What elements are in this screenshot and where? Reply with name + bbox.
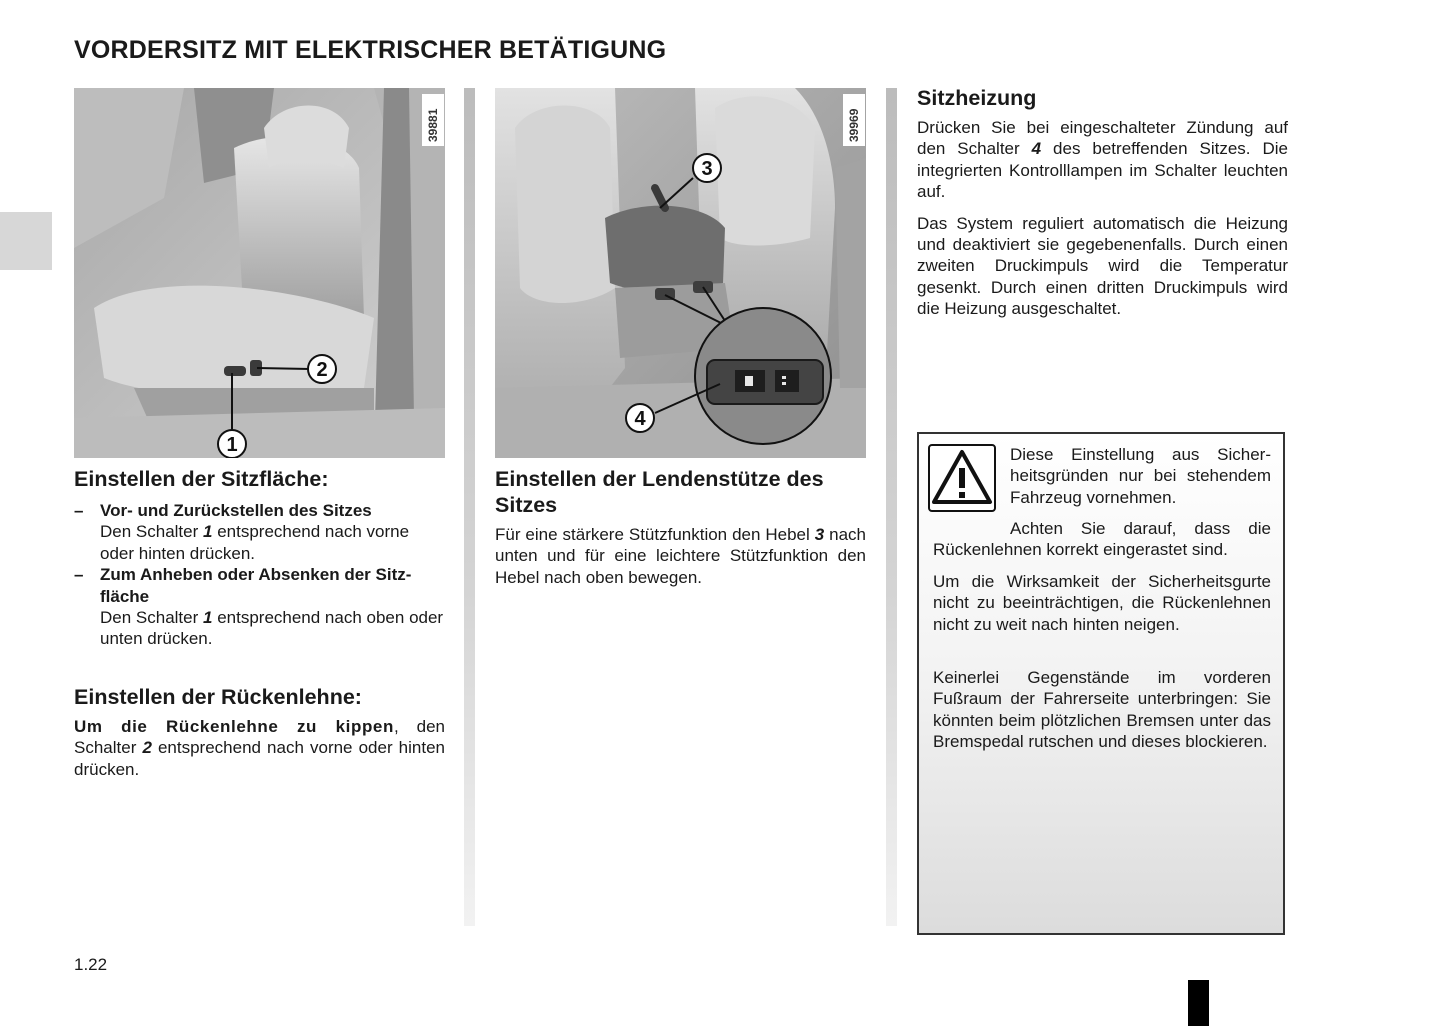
lumbar-text <box>495 524 866 588</box>
backrest-text-part: , den Schalter <box>74 716 445 758</box>
column-divider <box>886 88 897 926</box>
list-item-text: Den Schalter <box>100 522 203 542</box>
lumbar-text-part: Für eine stärkere Stützfunktion den Hebel <box>495 525 815 544</box>
list-item-title: Vor- und Zurückstellen des Sitzes <box>100 501 372 520</box>
list-item-title: Zum Anheben oder Absenken der Sitzfläche <box>100 565 412 606</box>
console-illustration <box>495 88 866 458</box>
edge-marker <box>1188 980 1209 1026</box>
column-middle <box>495 466 866 588</box>
figure-code: 39969 <box>847 108 861 142</box>
ref-number: 2 <box>142 738 152 758</box>
ref-number: 1 <box>203 522 213 542</box>
figure-code: 39881 <box>426 108 440 142</box>
warning-paragraph-4: Keinerlei Gegenstände im vorderen Fußraum der Fahrerseite unterbringen: Sie könnten beim plötzlichen Bremsen unter das Bremspedal rutschen und dieses blockieren. <box>933 668 1271 752</box>
backrest-text-part: entsprechend nach vorne oder hinten drücken. <box>74 738 445 779</box>
heating-text-part: Drücken Sie bei eingeschalteter Zündung auf den Schalter <box>917 118 1288 159</box>
column-left <box>74 466 445 780</box>
list-item-text: entsprechend nach oben oder unten drücken. <box>100 608 444 649</box>
column-right <box>917 85 1288 320</box>
list-item-text: Den Schalter <box>100 608 203 628</box>
lumbar-heading: Einstellen der Lendenstütze des Sitzes <box>495 467 824 517</box>
warning-paragraph-1: Diese Einstellung aus Sicherheitsgründen nur bei stehendem Fahrzeug vornehmen. <box>1010 445 1271 507</box>
warning-triangle-icon <box>928 444 996 512</box>
ref-number: 4 <box>1031 139 1042 159</box>
backrest-bold: Um die Rückenlehne zu kippen <box>74 716 394 736</box>
list-item <box>74 564 445 650</box>
heating-paragraph-1 <box>917 117 1288 203</box>
list-dash: – <box>74 565 84 585</box>
page-number: 1.22 <box>74 955 108 974</box>
lumbar-text-part: nach unten und für eine leichtere Stützfunktion den Hebel nach oben bewegen. <box>495 525 867 587</box>
callout-4: 4 <box>634 408 646 430</box>
callout-1: 1 <box>226 434 238 456</box>
ref-number: 1 <box>203 608 213 628</box>
chapter-tab <box>0 212 52 270</box>
column-divider <box>464 88 475 926</box>
ref-number: 3 <box>814 525 825 544</box>
warning-paragraph-3: Um die Wirksamkeit der Sicherheitsgurte nicht zu beeinträchtigen, die Rückenlehnen nicht zu weit nach hinten neigen. <box>933 572 1271 634</box>
callout-3: 3 <box>701 158 713 180</box>
page-title: VORDERSITZ MIT ELEKTRISCHER BETÄTIGUNG <box>74 36 667 64</box>
backrest-text <box>74 716 445 780</box>
heating-text-part: des betreffenden Sitzes. Die integrierten Kontrolllampen im Schalter leuchten auf. <box>917 139 1288 202</box>
callout-2: 2 <box>316 359 328 381</box>
warning-paragraph-2: Achten Sie darauf, dass die Rückenlehnen korrekt eingerastet sind. <box>933 519 1271 560</box>
backrest-heading: Einstellen der Rückenlehne: <box>74 684 362 709</box>
seat-illustration <box>74 88 445 458</box>
list-item <box>74 500 445 564</box>
list-dash: – <box>74 501 84 520</box>
seat-adjust-heading: Einstellen der Sitzfläche: <box>74 467 329 491</box>
list-item-text: entsprechend nach vorne oder hinten drücken. <box>100 522 410 563</box>
seat-heating-heading: Sitzheizung <box>917 86 1037 110</box>
heating-paragraph-2: Das System reguliert automatisch die Heizung und deaktiviert sie gegebenenfalls. Durch einen zweiten Druckimpuls wird die Temperatur gesenkt. Durch einen dritten Druckimpuls wird die Heizung ausgeschaltet. <box>917 213 1288 319</box>
